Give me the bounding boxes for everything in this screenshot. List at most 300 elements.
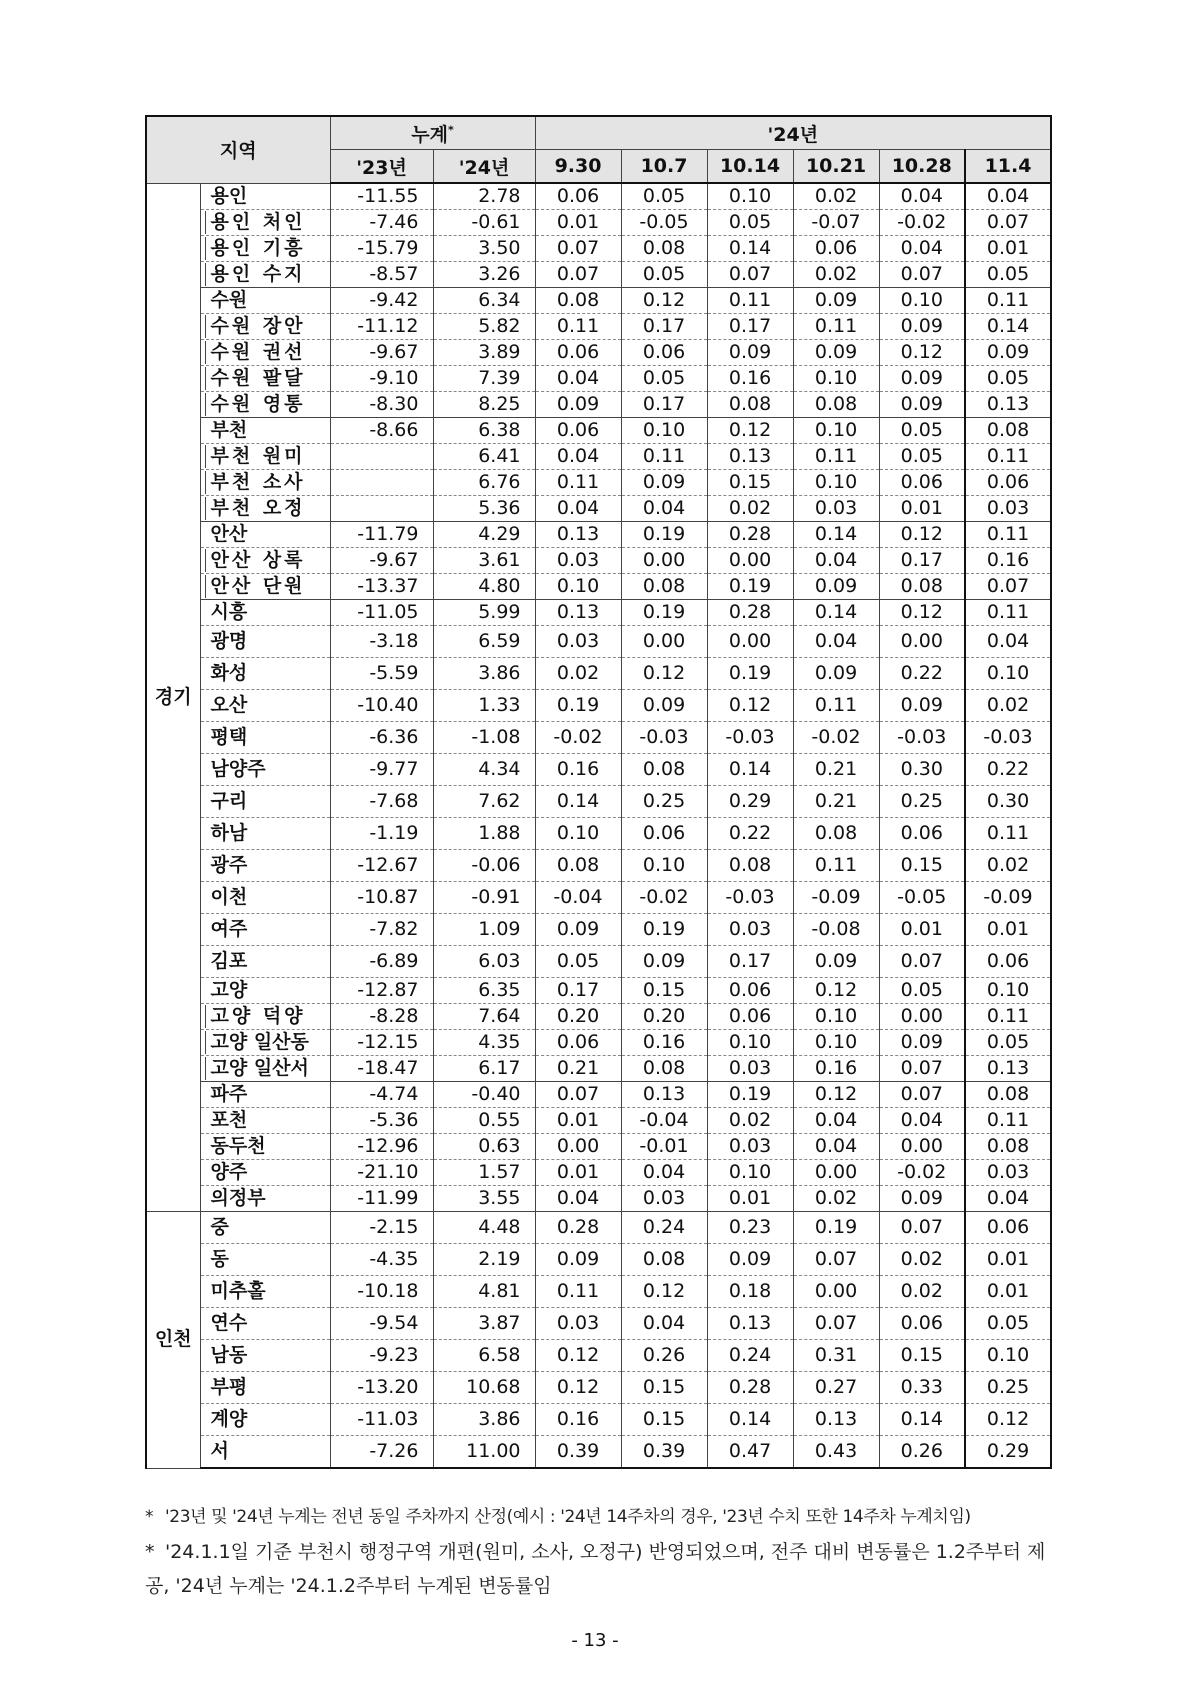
weekly-change-cell: 0.09: [707, 1244, 793, 1276]
weekly-change-cell: 0.06: [879, 1308, 965, 1340]
table-row: [146, 1244, 1051, 1276]
weekly-change-cell: 0.14: [707, 754, 793, 786]
table-row: [146, 574, 1051, 600]
weekly-change-cell: -0.04: [621, 1108, 707, 1134]
weekly-change-cell: 0.12: [707, 418, 793, 444]
cumulative-24-cell: 5.82: [433, 314, 535, 340]
weekly-change-cell: 0.20: [535, 1004, 621, 1030]
weekly-change-cell: 0.04: [535, 496, 621, 522]
city-name: 의정부: [200, 1186, 330, 1212]
cumulative-23-cell: -15.79: [330, 236, 433, 262]
weekly-change-cell: 0.19: [621, 600, 707, 626]
cumulative-24-cell: 1.33: [433, 690, 535, 722]
weekly-change-cell: 0.09: [621, 946, 707, 978]
weekly-change-cell: 0.12: [879, 522, 965, 548]
weekly-change-cell: 0.10: [879, 288, 965, 314]
weekly-change-cell: 0.09: [535, 1244, 621, 1276]
table-row: [146, 978, 1051, 1004]
weekly-change-cell: 0.01: [965, 1244, 1051, 1276]
weekly-change-cell: -0.05: [621, 210, 707, 236]
city-name: 동두천: [200, 1134, 330, 1160]
city-name: 용인: [200, 183, 330, 210]
weekly-change-cell: 0.19: [707, 1082, 793, 1108]
weekly-change-cell: 0.17: [879, 548, 965, 574]
week-header: 10.21: [793, 150, 879, 184]
cumulative-23-cell: -11.05: [330, 600, 433, 626]
cumulative-24-cell: 4.34: [433, 754, 535, 786]
district-name: 수원 팔달: [200, 366, 330, 392]
weekly-change-cell: 0.02: [793, 262, 879, 288]
table-row: [146, 1056, 1051, 1082]
weekly-change-cell: -0.07: [793, 210, 879, 236]
weekly-change-cell: 0.13: [707, 1308, 793, 1340]
table-row: [146, 1212, 1051, 1244]
cumulative-23-cell: -3.18: [330, 626, 433, 658]
weekly-change-cell: 0.12: [621, 288, 707, 314]
district-name: 고양 일산서: [200, 1056, 330, 1082]
district-name: 고양 일산동: [200, 1030, 330, 1056]
weekly-change-cell: 0.15: [621, 1372, 707, 1404]
weekly-change-cell: 0.04: [965, 626, 1051, 658]
weekly-change-cell: 0.05: [879, 444, 965, 470]
weekly-change-cell: 0.27: [793, 1372, 879, 1404]
weekly-change-cell: 0.03: [707, 914, 793, 946]
price-change-table: [145, 115, 1052, 1469]
cumulative-24-cell: 3.87: [433, 1308, 535, 1340]
city-name: 김포: [200, 946, 330, 978]
cumulative-24-cell: 10.68: [433, 1372, 535, 1404]
weekly-change-cell: 0.12: [793, 1082, 879, 1108]
table-row: [146, 314, 1051, 340]
weekly-change-cell: 0.02: [793, 1186, 879, 1212]
district-name: 수원 영통: [200, 392, 330, 418]
weekly-change-cell: 0.14: [793, 522, 879, 548]
weekly-change-cell: 0.05: [879, 978, 965, 1004]
table-row: [146, 288, 1051, 314]
district-name: 용인 처인: [200, 210, 330, 236]
weekly-change-cell: 0.21: [793, 786, 879, 818]
weekly-change-cell: 0.02: [965, 690, 1051, 722]
cumulative-23-cell: -9.23: [330, 1340, 433, 1372]
weekly-change-cell: 0.11: [965, 818, 1051, 850]
weekly-change-cell: 0.10: [621, 850, 707, 882]
weekly-change-cell: 0.04: [621, 1308, 707, 1340]
weekly-change-cell: 0.06: [535, 183, 621, 210]
table-row: [146, 522, 1051, 548]
weekly-change-cell: 0.01: [535, 1108, 621, 1134]
weekly-change-cell: 0.43: [793, 1436, 879, 1469]
weekly-change-cell: -0.03: [707, 882, 793, 914]
weekly-change-cell: 0.03: [965, 496, 1051, 522]
weekly-change-cell: 0.15: [879, 850, 965, 882]
cumulative-23-cell: -6.89: [330, 946, 433, 978]
weekly-change-cell: 0.11: [965, 600, 1051, 626]
weekly-change-cell: 0.25: [965, 1372, 1051, 1404]
week-header: 10.28: [879, 150, 965, 184]
weekly-change-cell: -0.03: [707, 722, 793, 754]
weekly-change-cell: 0.39: [621, 1436, 707, 1469]
weekly-change-cell: 0.10: [707, 1160, 793, 1186]
city-name: 광주: [200, 850, 330, 882]
weekly-change-cell: 0.10: [535, 818, 621, 850]
table-row: [146, 210, 1051, 236]
weekly-change-cell: 0.09: [965, 340, 1051, 366]
weekly-change-cell: 0.17: [707, 946, 793, 978]
district-name: 용인 수지: [200, 262, 330, 288]
cumulative-24-cell: 1.09: [433, 914, 535, 946]
weekly-change-cell: 0.03: [793, 496, 879, 522]
cumulative-24-cell: -0.06: [433, 850, 535, 882]
weekly-change-cell: 0.11: [965, 288, 1051, 314]
weekly-change-cell: 0.28: [707, 1372, 793, 1404]
cumulative-24-cell: 4.35: [433, 1030, 535, 1056]
y23-header: '23년: [330, 150, 433, 184]
weekly-change-cell: 0.08: [535, 288, 621, 314]
weekly-change-cell: 0.13: [965, 392, 1051, 418]
cumulative-24-cell: 6.38: [433, 418, 535, 444]
weekly-change-cell: 0.05: [621, 366, 707, 392]
weekly-change-cell: 0.26: [621, 1340, 707, 1372]
weekly-change-cell: 0.08: [621, 1056, 707, 1082]
weekly-change-cell: -0.02: [621, 882, 707, 914]
cumulative-23-cell: -8.28: [330, 1004, 433, 1030]
weekly-change-cell: 0.12: [707, 690, 793, 722]
weekly-change-cell: 0.16: [707, 366, 793, 392]
weekly-change-cell: 0.03: [707, 1056, 793, 1082]
weekly-change-cell: 0.07: [879, 1056, 965, 1082]
cumulative-23-cell: -21.10: [330, 1160, 433, 1186]
y24-header: '24년: [433, 150, 535, 184]
table-row: [146, 690, 1051, 722]
cumulative-24-cell: 6.35: [433, 978, 535, 1004]
weekly-change-cell: 0.06: [965, 470, 1051, 496]
weekly-change-cell: 0.01: [707, 1186, 793, 1212]
year24-header: '24년: [535, 116, 1051, 150]
weekly-change-cell: 0.09: [793, 340, 879, 366]
weekly-change-cell: 0.03: [965, 1160, 1051, 1186]
weekly-change-cell: 0.11: [793, 314, 879, 340]
cumulative-24-cell: 4.80: [433, 574, 535, 600]
weekly-change-cell: -0.04: [535, 882, 621, 914]
table-row: [146, 1108, 1051, 1134]
cumulative-23-cell: -8.66: [330, 418, 433, 444]
table-row: [146, 754, 1051, 786]
table-row: [146, 548, 1051, 574]
cumulative-24-cell: 3.50: [433, 236, 535, 262]
cumulative-24-cell: 2.78: [433, 183, 535, 210]
weekly-change-cell: 0.39: [535, 1436, 621, 1469]
weekly-change-cell: 0.21: [793, 754, 879, 786]
weekly-change-cell: 0.14: [707, 1404, 793, 1436]
weekly-change-cell: 0.15: [621, 1404, 707, 1436]
weekly-change-cell: 0.13: [793, 1404, 879, 1436]
weekly-change-cell: 0.05: [965, 1308, 1051, 1340]
weekly-change-cell: 0.07: [535, 236, 621, 262]
cumulative-23-cell: -8.30: [330, 392, 433, 418]
weekly-change-cell: 0.06: [965, 946, 1051, 978]
weekly-change-cell: 0.11: [793, 444, 879, 470]
weekly-change-cell: 0.00: [535, 1134, 621, 1160]
cumulative-24-cell: 5.99: [433, 600, 535, 626]
weekly-change-cell: 0.03: [535, 548, 621, 574]
weekly-change-cell: 0.03: [535, 626, 621, 658]
weekly-change-cell: 0.11: [535, 314, 621, 340]
cumulative-24-cell: 6.41: [433, 444, 535, 470]
weekly-change-cell: 0.04: [621, 496, 707, 522]
weekly-change-cell: 0.08: [621, 236, 707, 262]
cumulative-24-cell: 7.62: [433, 786, 535, 818]
weekly-change-cell: 0.17: [621, 392, 707, 418]
weekly-change-cell: 0.29: [965, 1436, 1051, 1469]
weekly-change-cell: 0.08: [793, 392, 879, 418]
weekly-change-cell: 0.00: [707, 548, 793, 574]
city-name: 서: [200, 1436, 330, 1469]
cumulative-24-cell: 8.25: [433, 392, 535, 418]
cumulative-23-cell: [330, 470, 433, 496]
weekly-change-cell: 0.11: [965, 1108, 1051, 1134]
weekly-change-cell: 0.11: [793, 690, 879, 722]
table-row: [146, 1160, 1051, 1186]
table-row: [146, 496, 1051, 522]
weekly-change-cell: 0.00: [879, 626, 965, 658]
weekly-change-cell: 0.12: [621, 658, 707, 690]
cumulative-24-cell: 3.89: [433, 340, 535, 366]
cumulative-24-cell: 6.76: [433, 470, 535, 496]
weekly-change-cell: 0.12: [793, 978, 879, 1004]
weekly-change-cell: 0.11: [965, 522, 1051, 548]
cumulative-23-cell: -12.87: [330, 978, 433, 1004]
weekly-change-cell: 0.30: [965, 786, 1051, 818]
weekly-change-cell: 0.02: [707, 1108, 793, 1134]
city-name: 파주: [200, 1082, 330, 1108]
table-row: [146, 236, 1051, 262]
weekly-change-cell: 0.13: [535, 522, 621, 548]
weekly-change-cell: 0.04: [535, 1186, 621, 1212]
weekly-change-cell: 0.04: [793, 1134, 879, 1160]
weekly-change-cell: 0.17: [621, 314, 707, 340]
weekly-change-cell: 0.08: [707, 850, 793, 882]
table-row: [146, 658, 1051, 690]
weekly-change-cell: 0.09: [793, 658, 879, 690]
cumulative-24-cell: 4.81: [433, 1276, 535, 1308]
cumulative-24-cell: -0.40: [433, 1082, 535, 1108]
week-header: 10.7: [621, 150, 707, 184]
table-row: [146, 1186, 1051, 1212]
city-name: 미추홀: [200, 1276, 330, 1308]
weekly-change-cell: 0.08: [793, 818, 879, 850]
weekly-change-cell: 0.10: [707, 1030, 793, 1056]
weekly-change-cell: 0.08: [879, 574, 965, 600]
weekly-change-cell: 0.09: [535, 392, 621, 418]
cumulative-24-cell: 11.00: [433, 1436, 535, 1469]
weekly-change-cell: -0.03: [965, 722, 1051, 754]
cumulative-23-cell: -7.46: [330, 210, 433, 236]
cumulative-23-cell: -7.26: [330, 1436, 433, 1469]
weekly-change-cell: 0.06: [879, 470, 965, 496]
weekly-change-cell: 0.13: [965, 1056, 1051, 1082]
city-name: 여주: [200, 914, 330, 946]
cumulative-23-cell: -8.57: [330, 262, 433, 288]
weekly-change-cell: 0.10: [793, 366, 879, 392]
cumulative-23-cell: -18.47: [330, 1056, 433, 1082]
weekly-change-cell: 0.09: [621, 470, 707, 496]
table-row: [146, 1404, 1051, 1436]
weekly-change-cell: 0.25: [621, 786, 707, 818]
weekly-change-cell: 0.13: [707, 444, 793, 470]
table-row: [146, 850, 1051, 882]
table-row: [146, 444, 1051, 470]
table-row: [146, 1134, 1051, 1160]
table-row: [146, 366, 1051, 392]
weekly-change-cell: 0.04: [535, 366, 621, 392]
weekly-change-cell: 0.00: [793, 1160, 879, 1186]
cumulative-24-cell: -0.91: [433, 882, 535, 914]
weekly-change-cell: 0.21: [535, 1056, 621, 1082]
weekly-change-cell: 0.22: [707, 818, 793, 850]
weekly-change-cell: 0.16: [621, 1030, 707, 1056]
weekly-change-cell: 0.02: [879, 1244, 965, 1276]
weekly-change-cell: 0.06: [793, 236, 879, 262]
district-name: 수원 장안: [200, 314, 330, 340]
weekly-change-cell: 0.15: [707, 470, 793, 496]
cumulative-23-cell: -10.18: [330, 1276, 433, 1308]
district-name: 고양 덕양: [200, 1004, 330, 1030]
weekly-change-cell: 0.24: [621, 1212, 707, 1244]
weekly-change-cell: 0.09: [793, 574, 879, 600]
weekly-change-cell: 0.03: [535, 1308, 621, 1340]
weekly-change-cell: 0.00: [621, 548, 707, 574]
weekly-change-cell: 0.18: [707, 1276, 793, 1308]
table-row: [146, 818, 1051, 850]
weekly-change-cell: 0.11: [965, 1004, 1051, 1030]
weekly-change-cell: -0.02: [879, 1160, 965, 1186]
cumulative-23-cell: -7.82: [330, 914, 433, 946]
weekly-change-cell: 0.07: [793, 1244, 879, 1276]
weekly-change-cell: -0.09: [965, 882, 1051, 914]
weekly-change-cell: 0.01: [879, 914, 965, 946]
weekly-change-cell: 0.08: [535, 850, 621, 882]
province-incheon: 인천: [146, 1212, 200, 1469]
weekly-change-cell: 0.04: [965, 183, 1051, 210]
weekly-change-cell: 0.13: [621, 1082, 707, 1108]
cumulative-24-cell: 6.59: [433, 626, 535, 658]
cumulative-23-cell: -11.99: [330, 1186, 433, 1212]
district-name: 부천 오정: [200, 496, 330, 522]
weekly-change-cell: 0.10: [707, 183, 793, 210]
table-row: [146, 1030, 1051, 1056]
weekly-change-cell: 0.07: [879, 1082, 965, 1108]
weekly-change-cell: 0.23: [707, 1212, 793, 1244]
cumulative-23-cell: -9.42: [330, 288, 433, 314]
weekly-change-cell: 0.04: [879, 236, 965, 262]
weekly-change-cell: 0.05: [621, 183, 707, 210]
weekly-change-cell: 0.22: [965, 754, 1051, 786]
weekly-change-cell: 0.07: [535, 1082, 621, 1108]
weekly-change-cell: 0.09: [879, 1186, 965, 1212]
cumulative-24-cell: 4.48: [433, 1212, 535, 1244]
cumulative-24-cell: 3.86: [433, 658, 535, 690]
weekly-change-cell: 0.08: [965, 1082, 1051, 1108]
weekly-change-cell: 0.10: [535, 574, 621, 600]
weekly-change-cell: 0.19: [535, 690, 621, 722]
cumulative-23-cell: -11.55: [330, 183, 433, 210]
city-name: 시흥: [200, 600, 330, 626]
table-row: [146, 1436, 1051, 1469]
weekly-change-cell: 0.07: [879, 946, 965, 978]
weekly-change-cell: 0.19: [621, 522, 707, 548]
city-name: 평택: [200, 722, 330, 754]
cumulative-23-cell: -11.03: [330, 1404, 433, 1436]
weekly-change-cell: 0.28: [707, 522, 793, 548]
weekly-change-cell: 0.05: [707, 210, 793, 236]
weekly-change-cell: 0.04: [793, 626, 879, 658]
weekly-change-cell: 0.04: [793, 1108, 879, 1134]
weekly-change-cell: 0.16: [535, 754, 621, 786]
cumulative-24-cell: 6.34: [433, 288, 535, 314]
weekly-change-cell: 0.06: [621, 340, 707, 366]
city-name: 남동: [200, 1340, 330, 1372]
weekly-change-cell: 0.14: [707, 236, 793, 262]
district-name: 부천 소사: [200, 470, 330, 496]
weekly-change-cell: 0.00: [707, 626, 793, 658]
weekly-change-cell: 0.04: [535, 444, 621, 470]
weekly-change-cell: 0.22: [879, 658, 965, 690]
city-name: 부천: [200, 418, 330, 444]
table-row: [146, 418, 1051, 444]
page-number: - 13 -: [571, 1630, 619, 1651]
weekly-change-cell: 0.09: [793, 946, 879, 978]
weekly-change-cell: 0.16: [965, 548, 1051, 574]
cumulative-24-cell: 4.29: [433, 522, 535, 548]
table-row: [146, 183, 1051, 210]
weekly-change-cell: 0.01: [879, 496, 965, 522]
weekly-change-cell: 0.06: [535, 1030, 621, 1056]
cumulative-23-cell: -12.15: [330, 1030, 433, 1056]
weekly-change-cell: 0.17: [535, 978, 621, 1004]
weekly-change-cell: 0.15: [879, 1340, 965, 1372]
weekly-change-cell: 0.09: [879, 314, 965, 340]
weekly-change-cell: 0.07: [707, 262, 793, 288]
table-row: [146, 600, 1051, 626]
weekly-change-cell: 0.08: [965, 1134, 1051, 1160]
city-name: 포천: [200, 1108, 330, 1134]
weekly-change-cell: 0.10: [793, 1030, 879, 1056]
weekly-change-cell: -0.02: [535, 722, 621, 754]
weekly-change-cell: 0.02: [965, 850, 1051, 882]
weekly-change-cell: 0.06: [535, 340, 621, 366]
week-header: 9.30: [535, 150, 621, 184]
weekly-change-cell: 0.10: [793, 1004, 879, 1030]
weekly-change-cell: 0.09: [621, 690, 707, 722]
weekly-change-cell: 0.04: [793, 548, 879, 574]
weekly-change-cell: 0.10: [965, 658, 1051, 690]
cumulative-24-cell: 7.39: [433, 366, 535, 392]
weekly-change-cell: 0.03: [707, 1134, 793, 1160]
city-name: 고양: [200, 978, 330, 1004]
weekly-change-cell: 0.33: [879, 1372, 965, 1404]
cumulative-24-cell: 5.36: [433, 496, 535, 522]
cumulative-23-cell: -4.35: [330, 1244, 433, 1276]
cumulative-23-cell: -11.79: [330, 522, 433, 548]
table-row: [146, 722, 1051, 754]
weekly-change-cell: 0.05: [879, 418, 965, 444]
weekly-change-cell: 0.09: [879, 366, 965, 392]
weekly-change-cell: 0.12: [621, 1276, 707, 1308]
cumulative-24-cell: 7.64: [433, 1004, 535, 1030]
weekly-change-cell: 0.06: [621, 818, 707, 850]
weekly-change-cell: 0.07: [793, 1308, 879, 1340]
district-name: 용인 기흥: [200, 236, 330, 262]
